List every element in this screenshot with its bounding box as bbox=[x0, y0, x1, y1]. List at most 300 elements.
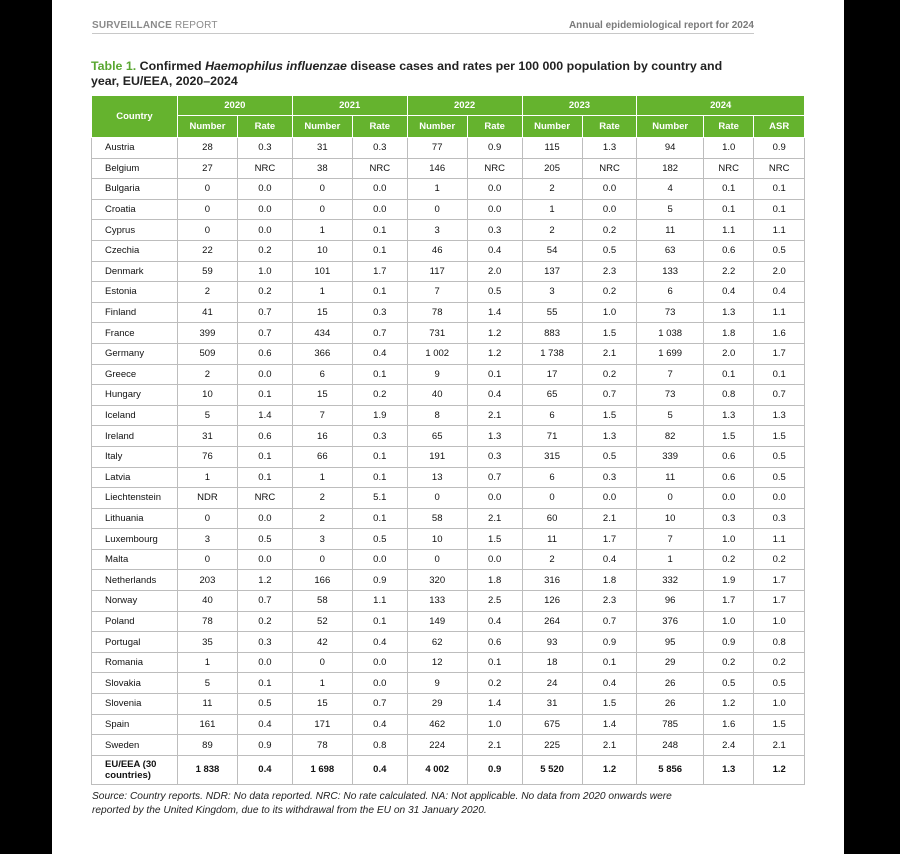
year-header: 2022 bbox=[407, 96, 522, 116]
number-cell: 38 bbox=[292, 158, 352, 179]
table-row bbox=[92, 240, 805, 261]
number-cell: 40 bbox=[407, 385, 467, 406]
number-cell: 5 bbox=[637, 405, 704, 426]
number-cell: 63 bbox=[637, 240, 704, 261]
country-cell: Greece bbox=[92, 364, 178, 385]
rate-cell: NRC bbox=[582, 158, 637, 179]
rate-cell: 0.0 bbox=[238, 364, 293, 385]
table-row bbox=[92, 529, 805, 550]
rate-header: Rate bbox=[467, 116, 522, 138]
rate-cell: 0.0 bbox=[352, 549, 407, 570]
number-cell: 399 bbox=[177, 323, 237, 344]
number-cell: 18 bbox=[522, 652, 582, 673]
rate-cell: 0.1 bbox=[582, 652, 637, 673]
number-cell: 3 bbox=[522, 282, 582, 303]
asr-cell: 0.9 bbox=[754, 138, 805, 159]
rate-cell: 0.5 bbox=[238, 529, 293, 550]
number-cell: 133 bbox=[407, 591, 467, 612]
rate-cell: 2.0 bbox=[703, 343, 753, 364]
rate-cell: 0.0 bbox=[238, 549, 293, 570]
number-cell: 11 bbox=[177, 694, 237, 715]
asr-cell: 0.4 bbox=[754, 282, 805, 303]
year-header: 2020 bbox=[177, 96, 292, 116]
rate-cell: 0.6 bbox=[238, 426, 293, 447]
number-cell: 3 bbox=[177, 529, 237, 550]
rate-header: Rate bbox=[582, 116, 637, 138]
number-cell: 0 bbox=[177, 199, 237, 220]
rate-cell: 1.0 bbox=[703, 611, 753, 632]
rate-cell: 0.1 bbox=[352, 240, 407, 261]
cases-table bbox=[91, 95, 805, 785]
rate-cell: 1.0 bbox=[582, 302, 637, 323]
number-cell: 376 bbox=[637, 611, 704, 632]
total-rate-cell: 0.4 bbox=[352, 755, 407, 784]
subheader-row bbox=[92, 116, 805, 138]
rate-cell: 1.5 bbox=[582, 694, 637, 715]
rate-cell: 0.2 bbox=[582, 282, 637, 303]
number-cell: 434 bbox=[292, 323, 352, 344]
rate-cell: 1.6 bbox=[703, 714, 753, 735]
number-cell: 59 bbox=[177, 261, 237, 282]
rate-cell: 2.1 bbox=[582, 735, 637, 756]
number-cell: 137 bbox=[522, 261, 582, 282]
number-cell: 366 bbox=[292, 343, 352, 364]
table-row bbox=[92, 735, 805, 756]
rate-cell: 1.0 bbox=[238, 261, 293, 282]
table-row bbox=[92, 343, 805, 364]
number-cell: 5 bbox=[177, 405, 237, 426]
number-cell: 2 bbox=[177, 282, 237, 303]
rate-cell: 1.3 bbox=[467, 426, 522, 447]
rate-cell: 0.1 bbox=[703, 364, 753, 385]
number-cell: 15 bbox=[292, 694, 352, 715]
rate-cell: 2.4 bbox=[703, 735, 753, 756]
rate-cell: 0.4 bbox=[352, 343, 407, 364]
number-cell: 52 bbox=[292, 611, 352, 632]
number-cell: 31 bbox=[522, 694, 582, 715]
rate-cell: 0.0 bbox=[467, 199, 522, 220]
number-cell: 31 bbox=[292, 138, 352, 159]
number-cell: 0 bbox=[292, 199, 352, 220]
asr-cell: 1.1 bbox=[754, 220, 805, 241]
number-cell: 1 bbox=[177, 652, 237, 673]
rate-cell: 2.0 bbox=[467, 261, 522, 282]
number-cell: 78 bbox=[292, 735, 352, 756]
number-cell: 6 bbox=[522, 405, 582, 426]
rate-cell: 0.1 bbox=[703, 199, 753, 220]
rate-cell: 0.7 bbox=[238, 323, 293, 344]
rate-cell: 0.1 bbox=[703, 179, 753, 200]
rate-cell: 0.3 bbox=[582, 467, 637, 488]
number-header: Number bbox=[637, 116, 704, 138]
number-header: Number bbox=[292, 116, 352, 138]
table-row bbox=[92, 632, 805, 653]
number-cell: 7 bbox=[637, 529, 704, 550]
year-header-row bbox=[92, 96, 805, 116]
number-cell: 12 bbox=[407, 652, 467, 673]
number-cell: 95 bbox=[637, 632, 704, 653]
asr-cell: 0.5 bbox=[754, 240, 805, 261]
rate-cell: 0.8 bbox=[703, 385, 753, 406]
rate-cell: 1.9 bbox=[352, 405, 407, 426]
number-cell: 2 bbox=[522, 549, 582, 570]
rate-cell: 1.1 bbox=[703, 220, 753, 241]
total-rate-cell: 0.4 bbox=[238, 755, 293, 784]
number-cell: 675 bbox=[522, 714, 582, 735]
rate-cell: 2.1 bbox=[582, 508, 637, 529]
rate-cell: 0.2 bbox=[238, 240, 293, 261]
rate-header: Rate bbox=[703, 116, 753, 138]
number-cell: 332 bbox=[637, 570, 704, 591]
rate-cell: 1.8 bbox=[467, 570, 522, 591]
table-row bbox=[92, 158, 805, 179]
number-cell: 1 bbox=[292, 282, 352, 303]
rate-cell: 1.0 bbox=[703, 529, 753, 550]
rate-cell: 0.3 bbox=[238, 632, 293, 653]
rate-cell: 0.3 bbox=[352, 426, 407, 447]
asr-cell: 1.5 bbox=[754, 426, 805, 447]
rate-cell: 0.0 bbox=[238, 179, 293, 200]
rate-cell: 1.3 bbox=[703, 302, 753, 323]
rate-cell: 1.7 bbox=[582, 529, 637, 550]
number-cell: 17 bbox=[522, 364, 582, 385]
year-header: 2024 bbox=[637, 96, 805, 116]
number-cell: 27 bbox=[177, 158, 237, 179]
number-cell: 248 bbox=[637, 735, 704, 756]
rate-cell: 1.4 bbox=[238, 405, 293, 426]
asr-cell: 1.6 bbox=[754, 323, 805, 344]
rate-cell: 0.9 bbox=[582, 632, 637, 653]
number-cell: 0 bbox=[407, 199, 467, 220]
asr-cell: 2.0 bbox=[754, 261, 805, 282]
number-cell: 731 bbox=[407, 323, 467, 344]
number-cell: 191 bbox=[407, 446, 467, 467]
number-cell: 205 bbox=[522, 158, 582, 179]
number-cell: 1 bbox=[637, 549, 704, 570]
number-cell: 73 bbox=[637, 302, 704, 323]
number-cell: 58 bbox=[407, 508, 467, 529]
number-cell: 93 bbox=[522, 632, 582, 653]
table-row bbox=[92, 611, 805, 632]
year-header: 2021 bbox=[292, 96, 407, 116]
rate-cell: NRC bbox=[238, 158, 293, 179]
number-cell: 96 bbox=[637, 591, 704, 612]
number-cell: 133 bbox=[637, 261, 704, 282]
country-cell: Sweden bbox=[92, 735, 178, 756]
rate-cell: 1.8 bbox=[582, 570, 637, 591]
table-row bbox=[92, 261, 805, 282]
rate-cell: 1.4 bbox=[467, 694, 522, 715]
number-cell: 2 bbox=[292, 488, 352, 509]
rate-cell: 0.0 bbox=[238, 220, 293, 241]
country-cell: Netherlands bbox=[92, 570, 178, 591]
rate-cell: 0.2 bbox=[703, 549, 753, 570]
number-cell: 11 bbox=[637, 467, 704, 488]
number-cell: 24 bbox=[522, 673, 582, 694]
rate-cell: 1.5 bbox=[582, 323, 637, 344]
number-cell: 203 bbox=[177, 570, 237, 591]
table-row bbox=[92, 220, 805, 241]
total-number-cell: 1 838 bbox=[177, 755, 237, 784]
number-cell: 60 bbox=[522, 508, 582, 529]
rate-cell: 0.0 bbox=[238, 508, 293, 529]
number-cell: 1 002 bbox=[407, 343, 467, 364]
rate-cell: 0.3 bbox=[352, 302, 407, 323]
number-cell: 29 bbox=[637, 652, 704, 673]
number-cell: 9 bbox=[407, 364, 467, 385]
asr-cell: 0.3 bbox=[754, 508, 805, 529]
number-cell: 46 bbox=[407, 240, 467, 261]
number-header: Number bbox=[177, 116, 237, 138]
country-cell: Finland bbox=[92, 302, 178, 323]
rate-cell: NRC bbox=[703, 158, 753, 179]
country-cell: Germany bbox=[92, 343, 178, 364]
pathogen-name: Haemophilus influenzae bbox=[205, 59, 347, 73]
number-cell: 41 bbox=[177, 302, 237, 323]
asr-cell: 0.8 bbox=[754, 632, 805, 653]
number-cell: 94 bbox=[637, 138, 704, 159]
rate-cell: 0.7 bbox=[582, 611, 637, 632]
number-cell: 0 bbox=[292, 549, 352, 570]
number-cell: 7 bbox=[637, 364, 704, 385]
rate-cell: 0.1 bbox=[352, 282, 407, 303]
rate-cell: 0.6 bbox=[703, 446, 753, 467]
table-row bbox=[92, 467, 805, 488]
rate-cell: 0.1 bbox=[238, 673, 293, 694]
table-row bbox=[92, 405, 805, 426]
asr-header: ASR bbox=[754, 116, 805, 138]
rate-cell: 0.5 bbox=[582, 240, 637, 261]
number-cell: 320 bbox=[407, 570, 467, 591]
country-cell: Spain bbox=[92, 714, 178, 735]
rate-cell: 0.4 bbox=[352, 714, 407, 735]
number-cell: 31 bbox=[177, 426, 237, 447]
number-cell: 1 699 bbox=[637, 343, 704, 364]
number-cell: 101 bbox=[292, 261, 352, 282]
rate-cell: 0.0 bbox=[352, 179, 407, 200]
number-cell: 8 bbox=[407, 405, 467, 426]
number-cell: 149 bbox=[407, 611, 467, 632]
rate-cell: 2.1 bbox=[467, 405, 522, 426]
rate-cell: 1.5 bbox=[582, 405, 637, 426]
number-cell: 26 bbox=[637, 694, 704, 715]
asr-cell: NRC bbox=[754, 158, 805, 179]
table-row bbox=[92, 591, 805, 612]
rate-cell: 0.8 bbox=[352, 735, 407, 756]
asr-cell: 1.3 bbox=[754, 405, 805, 426]
rate-cell: 0.0 bbox=[238, 199, 293, 220]
asr-cell: 1.7 bbox=[754, 570, 805, 591]
country-cell: Norway bbox=[92, 591, 178, 612]
number-cell: 10 bbox=[177, 385, 237, 406]
number-cell: 785 bbox=[637, 714, 704, 735]
table-row bbox=[92, 446, 805, 467]
rate-cell: 0.2 bbox=[582, 220, 637, 241]
number-cell: 7 bbox=[292, 405, 352, 426]
rate-cell: 0.7 bbox=[582, 385, 637, 406]
rate-cell: 1.4 bbox=[582, 714, 637, 735]
rate-cell: 1.1 bbox=[352, 591, 407, 612]
number-cell: 171 bbox=[292, 714, 352, 735]
total-rate-cell: 0.9 bbox=[467, 755, 522, 784]
asr-cell: 1.0 bbox=[754, 611, 805, 632]
rate-cell: 0.9 bbox=[703, 632, 753, 653]
rate-cell: NRC bbox=[467, 158, 522, 179]
rate-cell: 1.2 bbox=[467, 323, 522, 344]
rate-cell: 0.2 bbox=[352, 385, 407, 406]
rate-cell: 0.5 bbox=[467, 282, 522, 303]
rate-cell: 1.7 bbox=[352, 261, 407, 282]
number-cell: 77 bbox=[407, 138, 467, 159]
rate-cell: 0.1 bbox=[352, 364, 407, 385]
rate-cell: 0.2 bbox=[238, 282, 293, 303]
number-cell: 28 bbox=[177, 138, 237, 159]
rate-cell: 0.0 bbox=[467, 549, 522, 570]
number-cell: 117 bbox=[407, 261, 467, 282]
rate-cell: 0.7 bbox=[352, 694, 407, 715]
rate-cell: 0.0 bbox=[352, 199, 407, 220]
number-cell: 161 bbox=[177, 714, 237, 735]
rate-cell: 0.6 bbox=[703, 467, 753, 488]
rate-header: Rate bbox=[238, 116, 293, 138]
number-cell: 0 bbox=[177, 179, 237, 200]
total-number-cell: 5 520 bbox=[522, 755, 582, 784]
number-cell: 126 bbox=[522, 591, 582, 612]
total-rate-cell: 1.2 bbox=[582, 755, 637, 784]
rate-cell: 0.5 bbox=[352, 529, 407, 550]
number-cell: 58 bbox=[292, 591, 352, 612]
number-cell: 71 bbox=[522, 426, 582, 447]
asr-cell: 1.5 bbox=[754, 714, 805, 735]
number-cell: 1 738 bbox=[522, 343, 582, 364]
country-cell: Czechia bbox=[92, 240, 178, 261]
rate-cell: 2.5 bbox=[467, 591, 522, 612]
table-row bbox=[92, 508, 805, 529]
country-cell: Denmark bbox=[92, 261, 178, 282]
number-cell: 1 bbox=[177, 467, 237, 488]
asr-cell: 1.1 bbox=[754, 529, 805, 550]
rate-cell: 0.1 bbox=[467, 652, 522, 673]
rate-cell: 0.4 bbox=[582, 549, 637, 570]
rate-cell: 1.9 bbox=[703, 570, 753, 591]
country-cell: Belgium bbox=[92, 158, 178, 179]
rate-cell: 1.3 bbox=[582, 138, 637, 159]
rate-cell: 1.5 bbox=[703, 426, 753, 447]
number-cell: 62 bbox=[407, 632, 467, 653]
rate-cell: 1.3 bbox=[703, 405, 753, 426]
number-cell: 316 bbox=[522, 570, 582, 591]
rate-cell: 0.3 bbox=[352, 138, 407, 159]
country-cell: Malta bbox=[92, 549, 178, 570]
number-header: Number bbox=[407, 116, 467, 138]
table-row bbox=[92, 282, 805, 303]
number-cell: 3 bbox=[407, 220, 467, 241]
number-cell: 6 bbox=[292, 364, 352, 385]
country-cell: Poland bbox=[92, 611, 178, 632]
rate-cell: NRC bbox=[352, 158, 407, 179]
asr-cell: 1.7 bbox=[754, 591, 805, 612]
number-cell: 224 bbox=[407, 735, 467, 756]
number-cell: NDR bbox=[177, 488, 237, 509]
year-header: 2023 bbox=[522, 96, 637, 116]
rate-cell: 0.2 bbox=[238, 611, 293, 632]
table-row bbox=[92, 385, 805, 406]
total-asr-cell: 1.2 bbox=[754, 755, 805, 784]
asr-cell: 0.1 bbox=[754, 199, 805, 220]
rate-cell: 1.3 bbox=[582, 426, 637, 447]
country-cell: Ireland bbox=[92, 426, 178, 447]
rate-cell: 0.5 bbox=[238, 694, 293, 715]
number-cell: 1 bbox=[292, 220, 352, 241]
rate-cell: 0.0 bbox=[352, 652, 407, 673]
number-cell: 11 bbox=[637, 220, 704, 241]
rate-cell: 2.1 bbox=[582, 343, 637, 364]
rate-cell: 5.1 bbox=[352, 488, 407, 509]
rate-header: Rate bbox=[352, 116, 407, 138]
country-cell: Bulgaria bbox=[92, 179, 178, 200]
rate-cell: 0.0 bbox=[467, 179, 522, 200]
asr-cell: 0.7 bbox=[754, 385, 805, 406]
rate-cell: 0.6 bbox=[238, 343, 293, 364]
rate-cell: 0.4 bbox=[352, 632, 407, 653]
number-cell: 40 bbox=[177, 591, 237, 612]
rate-cell: 1.8 bbox=[703, 323, 753, 344]
rate-cell: 0.4 bbox=[467, 240, 522, 261]
rate-cell: 0.9 bbox=[238, 735, 293, 756]
rate-cell: 0.1 bbox=[352, 220, 407, 241]
rate-cell: 0.7 bbox=[238, 302, 293, 323]
number-cell: 7 bbox=[407, 282, 467, 303]
table-row bbox=[92, 488, 805, 509]
number-cell: 29 bbox=[407, 694, 467, 715]
rate-cell: 0.0 bbox=[467, 488, 522, 509]
number-cell: 35 bbox=[177, 632, 237, 653]
country-cell: Slovenia bbox=[92, 694, 178, 715]
number-cell: 0 bbox=[637, 488, 704, 509]
rate-cell: 2.2 bbox=[703, 261, 753, 282]
asr-cell: 0.5 bbox=[754, 673, 805, 694]
number-cell: 13 bbox=[407, 467, 467, 488]
number-cell: 78 bbox=[407, 302, 467, 323]
rate-cell: 0.2 bbox=[582, 364, 637, 385]
number-cell: 0 bbox=[407, 488, 467, 509]
total-number-cell: 1 698 bbox=[292, 755, 352, 784]
number-cell: 15 bbox=[292, 302, 352, 323]
number-cell: 89 bbox=[177, 735, 237, 756]
table-caption: Table 1. Confirmed Haemophilus influenzae disease cases and rates per 100 000 population by country and year, EU/EEA, 2020–2024 bbox=[91, 59, 723, 88]
rate-cell: 0.6 bbox=[467, 632, 522, 653]
number-cell: 6 bbox=[637, 282, 704, 303]
number-cell: 1 bbox=[407, 179, 467, 200]
number-cell: 15 bbox=[292, 385, 352, 406]
table-row bbox=[92, 549, 805, 570]
number-cell: 10 bbox=[292, 240, 352, 261]
rate-cell: 0.1 bbox=[238, 446, 293, 467]
number-cell: 0 bbox=[292, 179, 352, 200]
number-cell: 2 bbox=[292, 508, 352, 529]
country-cell: Latvia bbox=[92, 467, 178, 488]
rate-cell: 0.3 bbox=[238, 138, 293, 159]
table-row bbox=[92, 673, 805, 694]
number-cell: 1 bbox=[292, 673, 352, 694]
country-cell: Liechtenstein bbox=[92, 488, 178, 509]
table-row bbox=[92, 138, 805, 159]
table-row bbox=[92, 302, 805, 323]
number-cell: 10 bbox=[637, 508, 704, 529]
country-header: Country bbox=[92, 96, 178, 138]
country-cell: Estonia bbox=[92, 282, 178, 303]
asr-cell: 2.1 bbox=[754, 735, 805, 756]
